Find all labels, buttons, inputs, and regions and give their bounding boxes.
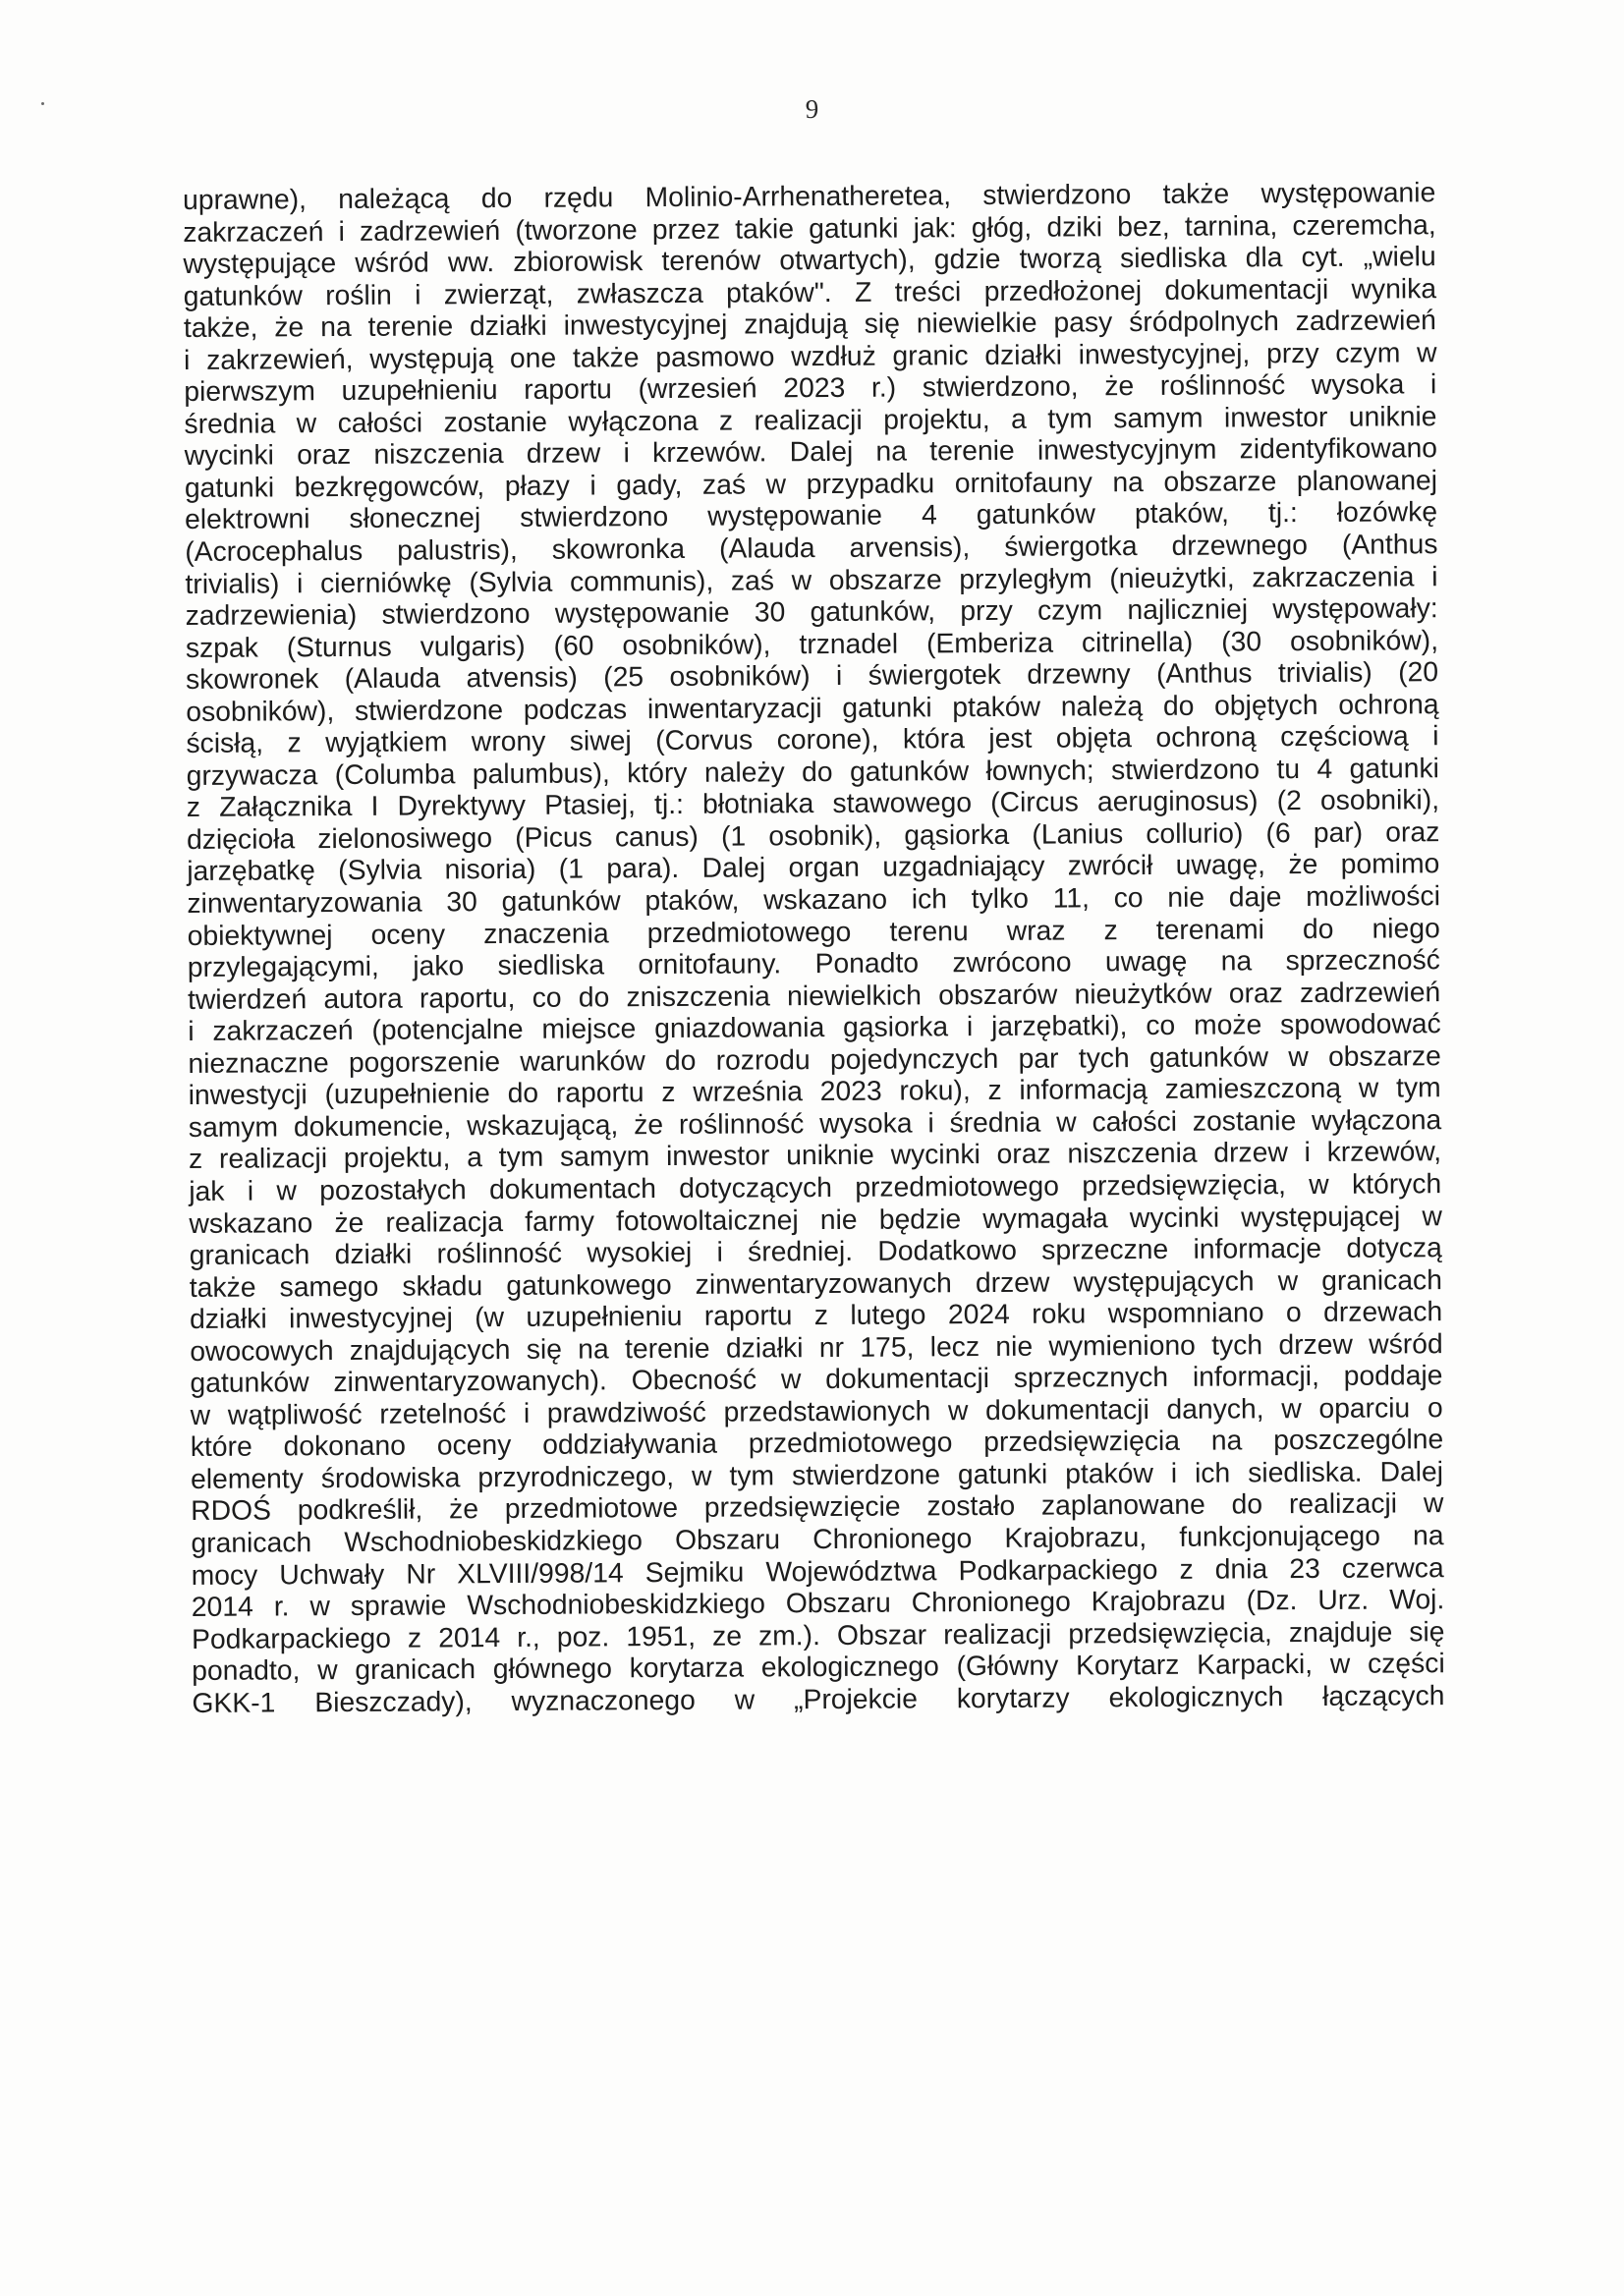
- text-line: także, że na terenie działki inwestycyjnej znajdują się niewielkie pasy śródpolnych zadrzewień: [183, 304, 1436, 344]
- text-line: gatunków zinwentaryzowanych). Obecność w dokumentacji sprzecznych informacji, poddaje: [190, 1359, 1443, 1399]
- text-line: wycinki oraz niszczenia drzew i krzewów. Dalej na terenie inwestycyjnym zidentyfikowano: [184, 431, 1438, 472]
- text-line: które dokonano oceny oddziaływania przedmiotowego przedsięwzięcia na poszczególne: [190, 1423, 1444, 1463]
- text-line: w wątpliwość rzetelność i prawdziwość przedstawionych w dokumentacji danych, w oparciu o: [190, 1390, 1443, 1430]
- text-line: występujące wśród ww. zbiorowisk terenów otwartych), gdzie tworzą siedliska dla cyt. „wielu: [183, 240, 1436, 280]
- text-line: zinwentaryzowania 30 gatunków ptaków, wskazano ich tylko 11, co nie daje możliwości: [187, 879, 1441, 920]
- text-line: skowronek (Alauda atvensis) (25 osobników) i świergotek drzewny (Anthus trivialis) (20: [185, 655, 1439, 696]
- text-line: grzywacza (Columba palumbus), który należy do gatunków łownych; stwierdzono tu 4 gatunki: [186, 752, 1439, 791]
- text-line: nieznaczne pogorszenie warunków do rozrodu pojedynczych par tych gatunków w obszarze: [188, 1038, 1441, 1079]
- text-line: uprawne), należącą do rzędu Molinio-Arrhenatheretea, stwierdzono także występowanie: [183, 176, 1436, 215]
- text-line: granicach działki roślinność wysokiej i średniej. Dodatkowo sprzeczne informacje dotyczą: [189, 1231, 1442, 1271]
- text-line: gatunków roślin i zwierząt, zwłaszcza ptaków". Z treści przedłożonej dokumentacji wynika: [183, 271, 1437, 311]
- text-line: obiektywnej oceny znaczenia przedmiotowego terenu wraz z terenami do niego: [187, 911, 1440, 951]
- text-line: działki inwestycyjnej (w uzupełnieniu raportu z lutego 2024 roku wspomniano o drzewach: [189, 1295, 1443, 1335]
- text-line: średnia w całości zostanie wyłączona z realizacji projektu, a tym samym inwestor uniknie: [184, 400, 1437, 439]
- body-paragraph: [183, 176, 1445, 1718]
- text-line: elektrowni słonecznej stwierdzono występowanie 4 gatunków ptaków, tj.: łozówkę: [184, 495, 1438, 535]
- text-line: granicach Wschodniobeskidzkiego Obszaru Chronionego Krajobrazu, funkcjonującego na: [191, 1519, 1444, 1558]
- text-line: GKK-1 Bieszczady), wyznaczonego w „Projekcie korytarzy ekologicznych łączących: [192, 1678, 1445, 1718]
- text-line: mocy Uchwały Nr XLVIII/998/14 Sejmiku Województwa Podkarpackiego z dnia 23 czerwca: [191, 1550, 1444, 1591]
- text-line: z realizacji projektu, a tym samym inwestor uniknie wycinki oraz niszczenia drzew i krzewów,: [188, 1135, 1442, 1175]
- text-line: gatunki bezkręgowców, płazy i gady, zaś w przypadku ornitofauny na obszarze planowanej: [184, 464, 1438, 503]
- text-line: i zakrzaczeń (potencjalne miejsce gniazdowania gąsiorka i jarzębatki), co może spowodować: [188, 1007, 1441, 1047]
- text-line: pierwszym uzupełnieniu raportu (wrzesień 2023 r.) stwierdzono, że roślinność wysoka i: [184, 367, 1437, 408]
- text-line: ponadto, w granicach głównego korytarza ekologicznego (Główny Korytarz Karpacki, w części: [192, 1647, 1445, 1687]
- text-line: także samego składu gatunkowego zinwentaryzowanych drzew występujących w granicach: [189, 1262, 1442, 1303]
- text-line: i zakrzewień, występują one także pasmowo wzdłuż granic działki inwestycyjnej, przy czym w: [183, 335, 1437, 375]
- text-line: ścisłą, z wyjątkiem wrony siwej (Corvus corone), która jest objęta ochroną częściową i: [186, 719, 1439, 759]
- text-line: twierdzeń autora raportu, co do zniszczenia niewielkich obszarów nieużytków oraz zadrzewień: [187, 975, 1441, 1015]
- text-line: z Załącznika I Dyrektywy Ptasiej, tj.: błotniaka stawowego (Circus aeruginosus) (2 osobniki),: [186, 783, 1440, 823]
- text-line: zadrzewienia) stwierdzono występowanie 30 gatunków, przy czym najliczniej występowały:: [185, 591, 1438, 632]
- text-line: wskazano że realizacja farmy fotowoltaicznej nie będzie wymagała wycinki występującej w: [189, 1199, 1442, 1239]
- page-number: 9: [805, 94, 819, 124]
- text-line: trivialis) i cierniówkę (Sylvia communis), zaś w obszarze przyległym (nieużytki, zakrzaczenia i: [185, 559, 1438, 599]
- text-line: osobników), stwierdzone podczas inwentaryzacji gatunki ptaków należą do objętych ochroną: [186, 687, 1439, 727]
- text-line: RDOŚ podkreślił, że przedmiotowe przedsięwzięcie zostało zaplanowane do realizacji w: [191, 1486, 1444, 1527]
- text-line: owocowych znajdujących się na terenie działki nr 175, lecz nie wymieniono tych drzew wśród: [190, 1326, 1443, 1367]
- text-line: samym dokumencie, wskazującą, że roślinność wysoka i średnia w całości zostanie wyłączona: [188, 1103, 1442, 1143]
- text-line: Podkarpackiego z 2014 r., poz. 1951, ze zm.). Obszar realizacji przedsięwzięcia, znajduje się: [191, 1614, 1445, 1654]
- text-line: zakrzaczeń i zadrzewień (tworzone przez takie gatunki jak: głóg, dziki bez, tarnina, czeremcha,: [183, 207, 1436, 248]
- text-line: jarzębatkę (Sylvia nisoria) (1 para). Dalej organ uzgadniający zwrócił uwagę, że pomimo: [187, 847, 1440, 887]
- text-line: inwestycji (uzupełnienie do raportu z września 2023 roku), z informacją zamieszczoną w tym: [188, 1071, 1441, 1111]
- text-line: (Acrocephalus palustris), skowronka (Alauda arvensis), świergotka drzewnego (Anthus: [185, 528, 1438, 568]
- text-line: dzięcioła zielonosiwego (Picus canus) (1 osobnik), gąsiorka (Lanius collurio) (6 par) oraz: [186, 815, 1440, 855]
- text-line: elementy środowiska przyrodniczego, w tym stwierdzone gatunki ptaków i ich siedliska. Dalej: [190, 1455, 1444, 1494]
- text-line: przylegającymi, jako siedliska ornitofauny. Ponadto zwrócono uwagę na sprzeczność: [187, 943, 1440, 983]
- text-line: 2014 r. w sprawie Wschodniobeskidzkiego Obszaru Chronionego Krajobrazu (Dz. Urz. Woj.: [191, 1583, 1445, 1623]
- text-line: jak i w pozostałych dokumentach dotyczących przedmiotowego przedsięwzięcia, w których: [189, 1167, 1442, 1206]
- text-line: szpak (Sturnus vulgaris) (60 osobników), trznadel (Emberiza citrinella) (30 osobników),: [185, 623, 1439, 663]
